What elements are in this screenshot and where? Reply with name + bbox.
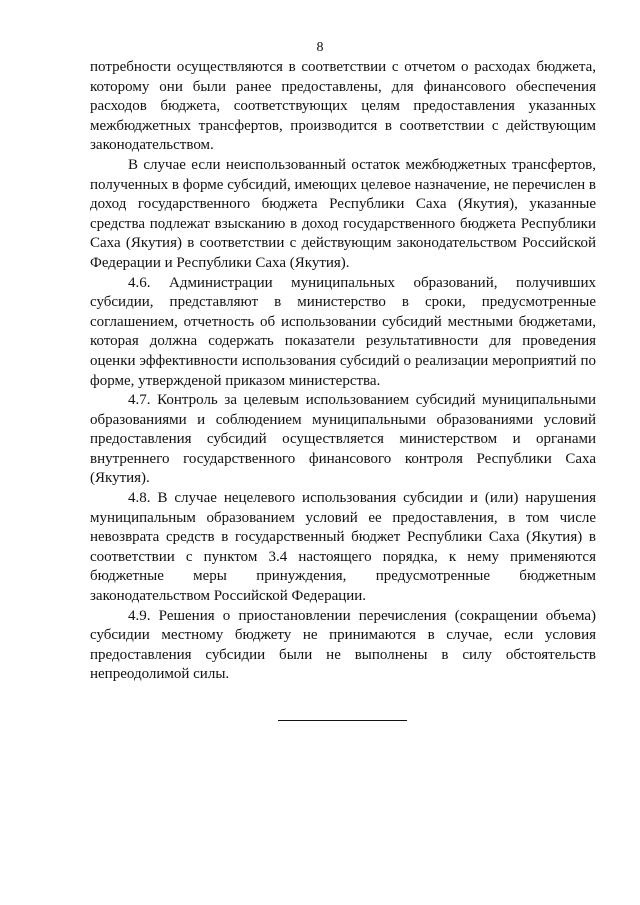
paragraph-4-7: 4.7. Контроль за целевым использованием субсидий муниципальными образованиями и соблюдением муниципальными образованиями условий предоставления субсидий осуществляется министерством и органами внутреннего государственного финансового контроля Республики Саха (Якутия).: [90, 392, 596, 487]
paragraph-4-8: 4.8. В случае нецелевого использования субсидии и (или) нарушения муниципальным образованием условий ее предоставления, в том числе невозврата средств в государственный бюджет Республики Саха (Якутия) в соответствии с пунктом 3.4 настоящего порядка, к нему применяются бюджетные меры принуждения, предусмотренные бюджетным законодательством Российской Федерации.: [90, 490, 596, 605]
document-body: [90, 58, 596, 685]
page-number: 8: [316, 40, 324, 55]
paragraph-4-6: 4.6. Администрации муниципальных образований, получивших субсидии, представляют в министерство в сроки, предусмотренные соглашением, отчетность об использовании субсидий местными бюджетами, которая должна содержать показатели результативности для проведения оценки эффективности использования субсидий о реализации мероприятий по форме, утвержденой приказом министерства.: [90, 274, 596, 389]
paragraph-unused-balance: В случае если неиспользованный остаток межбюджетных трансфертов, полученных в форме субсидий, имеющих целевое назначение, не перечислен в доход государственного бюджета Республики Саха (Якутия), указанные средства подлежат взысканию в доход государственного бюджета Республики Саха (Якутия) в соответствии с действующим законодательством Российской Федерации и Республики Саха (Якутия).: [90, 156, 596, 271]
paragraph-4-9: 4.9. Решения о приостановлении перечисления (сокращении объема) субсидии местному бюджету не принимаются в случае, если условия предоставления субсидии были не выполнены в силу обстоятельств непреодолимой силы.: [90, 607, 596, 683]
paragraph-continuation: потребности осуществляются в соответствии с отчетом о расходах бюджета, которому они были ранее предоставлены, для финансового обеспечения расходов бюджета, соответствующих целям предоставления указанных межбюджетных трансфертов, производится в соответствии с действующим законодательством.: [90, 59, 596, 154]
end-of-document-line: [278, 720, 407, 721]
